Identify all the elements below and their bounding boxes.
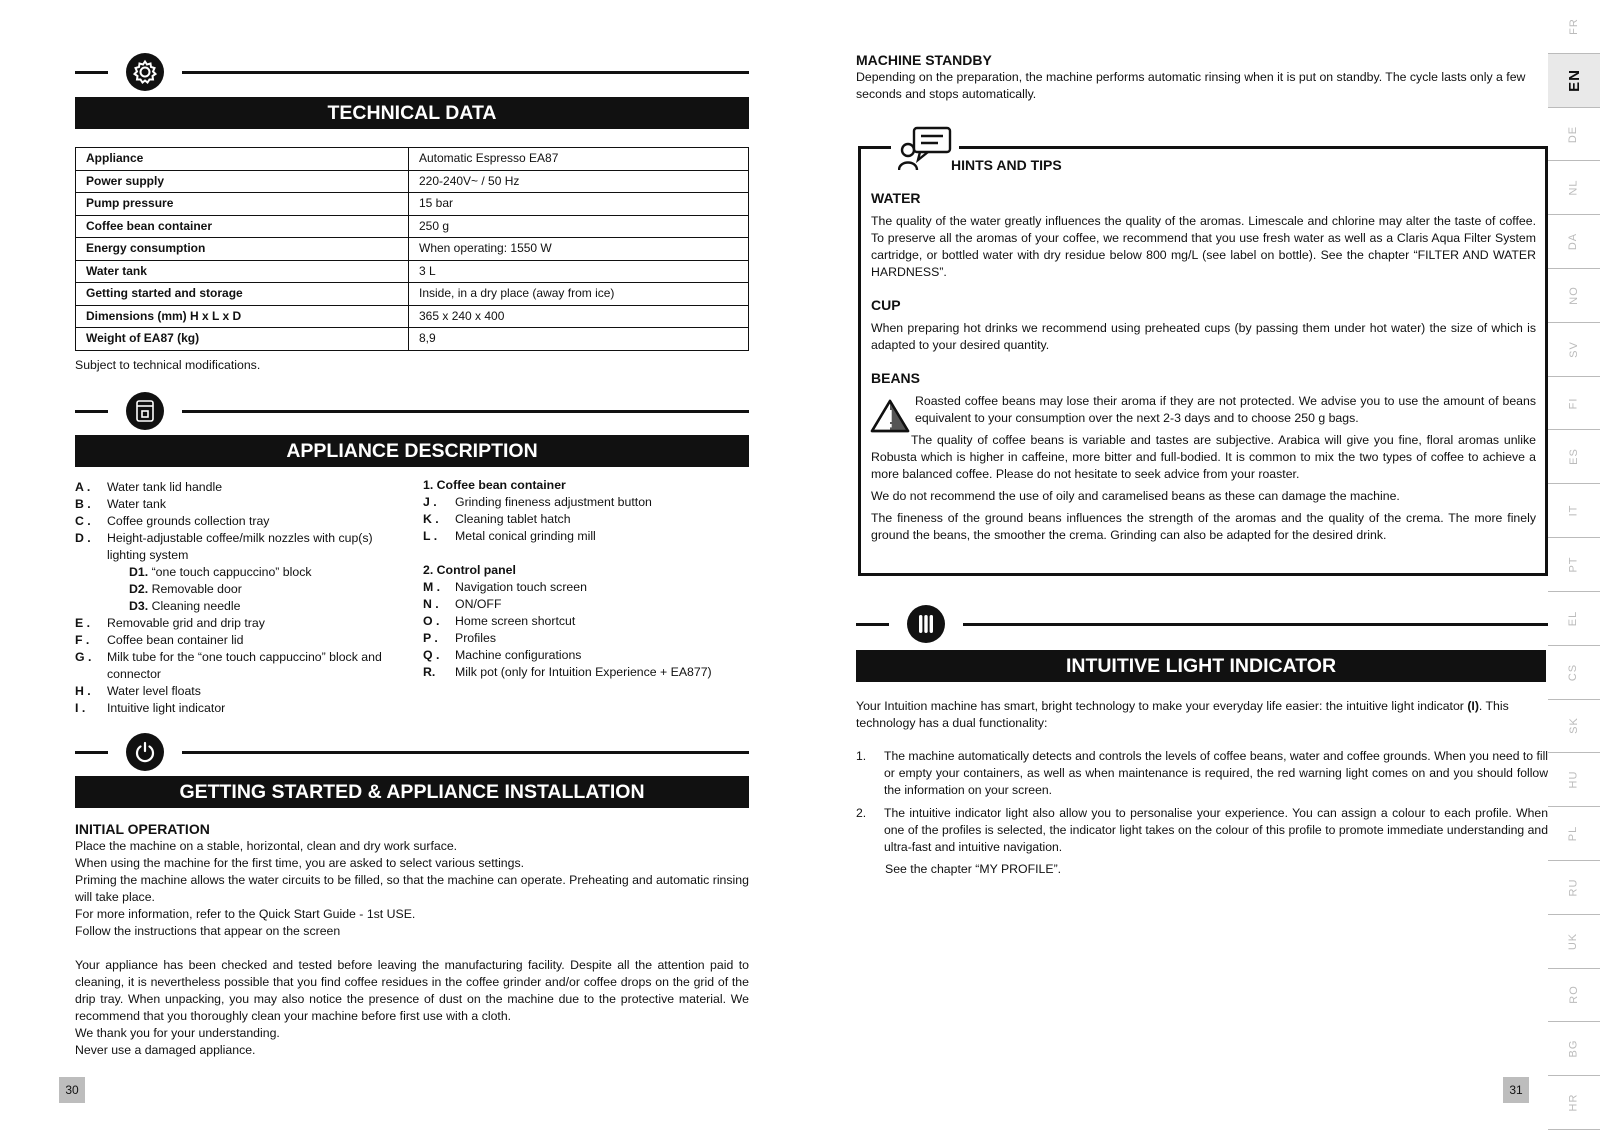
tab-el[interactable] [1548,592,1600,646]
item-text: Milk tube for the “one touch cappuccino” block and connector [107,650,382,681]
spec-value: When operating: 1550 W [409,238,749,261]
item-text: The intuitive indicator light also allow you to personalise your experience. You can assign a colour to each profile. When one of the profiles is selected, the indicator light takes on the colour of this profile to promote immediate understanding and ultra-fast and intuitive navigation. [884,806,1548,854]
item-text: Milk pot (only for Intuition Experience + EA877) [455,665,712,679]
instruction-line: Priming the machine allows the water circuits to be filled, so that the machine can operate. Preheating and automatic rinsing will take place. [75,873,749,904]
spec-value: 250 g [409,215,749,238]
table-row [76,305,749,328]
section-rule [963,623,1548,626]
item-text: Metal conical grinding mill [455,529,596,543]
appliance-parts-list-right [423,477,743,681]
tab-label: IT [1567,504,1580,517]
tab-es[interactable] [1548,430,1600,484]
instruction-line: When using the machine for the first time, you are asked to select various settings. [75,856,525,870]
item-text: Water tank lid handle [107,480,223,494]
item-letter: J . [423,495,437,509]
list-item [75,513,385,530]
section-rule [75,751,108,754]
tab-hu[interactable] [1548,753,1600,807]
tab-uk[interactable] [1548,915,1600,969]
tab-ro[interactable] [1548,969,1600,1023]
item-text: ON/OFF [455,597,502,611]
list-item [75,649,385,683]
spec-label: Pump pressure [76,193,409,216]
tab-label: DE [1567,125,1580,143]
table-row [76,328,749,351]
tab-no[interactable] [1548,269,1600,323]
tab-label: NO [1567,286,1580,305]
tab-sk[interactable] [1548,700,1600,754]
item-text: Coffee bean container lid [107,633,244,647]
intuitive-light-title: INTUITIVE LIGHT INDICATOR [856,650,1546,682]
beans-quality-text: The quality of coffee beans is variable and tastes are subjective. Arabica will give you fine, floral aromas unlike Robusta which is higher in caffeine, more bitter and full-bodied. It is common to mix the two types of coffee to achieve a more balanced coffee. Please do not hesitate to seek advice from your roaster. [871,433,1536,481]
sub-item-text: Removable door [151,582,242,596]
tab-label: EN [1565,68,1583,92]
sub-list-item [75,598,385,615]
spec-label: Energy consumption [76,238,409,261]
item-letter: F . [75,633,90,647]
tab-bg[interactable] [1548,1022,1600,1076]
tab-cs[interactable] [1548,646,1600,700]
item-text: Height-adjustable coffee/milk nozzles with cup(s) lighting system [107,531,373,562]
item-letter: B . [75,497,91,511]
machine-standby-text: Depending on the preparation, the machine performs automatic rinsing when it is put on standby. The cycle lasts only a few seconds and stops automatically. [856,70,1526,101]
technical-data-title: TECHNICAL DATA [75,97,749,129]
item-text: Home screen shortcut [455,614,576,628]
item-letter: C . [75,514,91,528]
machine-standby-title: MACHINE STANDBY [856,52,992,68]
item-letter: E . [75,616,91,630]
beans-title: BEANS [871,370,921,386]
tab-fi[interactable] [1548,377,1600,431]
tab-label: DA [1567,232,1580,251]
sub-list-item [75,581,385,598]
spec-value: 3 L [409,260,749,283]
speech-bubble-person-icon [898,126,954,177]
technical-note: Subject to technical modifications. [75,358,261,372]
group-control-panel-title: 2. Control panel [423,563,516,577]
technical-data-table [75,147,749,351]
item-letter: D . [75,531,91,545]
spec-label: Coffee bean container [76,215,409,238]
tab-hr[interactable] [1548,1076,1600,1130]
tab-label: BG [1567,1039,1580,1058]
item-text: The machine automatically detects and controls the levels of coffee beans, water and coffee grounds. When you need to fill or empty your containers, as well as when maintenance is required, the red warning light comes on and you should follow the information on your screen. [884,749,1548,797]
item-text: Navigation touch screen [455,580,587,594]
tab-label: PT [1567,556,1580,573]
water-title: WATER [871,190,921,206]
tab-ru[interactable] [1548,861,1600,915]
item-letter: Q . [423,648,440,662]
unpacking-paragraph: Your appliance has been checked and tested before leaving the manufacturing facility. Despite all the attention paid to cleaning, it is nevertheless possible that you find coffee residues in the coffee grinder and/or coffee drops on the grid of the drip tray. When unpacking, you may also notice the presence of dust on the machine due to the protective material. We recommend that you thoroughly clean your machine before first use with a cloth. [75,958,749,1023]
spec-value: 15 bar [409,193,749,216]
item-letter: R. [423,665,436,679]
item-letter: N . [423,597,439,611]
sub-list-item [75,564,385,581]
sub-item-code: D3. [129,599,149,613]
tab-label: PL [1567,825,1580,842]
sub-item-code: D1. [129,565,149,579]
water-text: The quality of the water greatly influences the quality of the aromas. Limescale and chlorine may alter the taste of coffee. To preserve all the aromas of your coffee, we recommend that you use fresh water as well as a Claris Aqua Filter System cartridge, or bottled water with dry residue below 800 mg/L (see label on bottle). See the chapter “FILTER AND WATER HARDNESS”. [871,214,1536,279]
initial-operation-title: INITIAL OPERATION [75,821,210,837]
tab-label: UK [1567,932,1580,950]
see-my-profile-text: See the chapter “MY PROFILE”. [885,862,1062,876]
tab-label: RO [1567,985,1580,1005]
spec-label: Power supply [76,170,409,193]
list-item [423,494,743,511]
section-rule [182,71,749,74]
tab-label: EL [1567,610,1580,627]
section-rule [75,410,108,413]
table-row [76,215,749,238]
item-text: Water level floats [107,684,201,698]
table-row [76,283,749,306]
sub-item-text: “one touch cappuccino” block [151,565,312,579]
table-row [76,238,749,261]
tab-pt[interactable] [1548,538,1600,592]
tab-da[interactable] [1548,215,1600,269]
tab-sv[interactable] [1548,323,1600,377]
list-item [423,596,743,613]
beans-warning-text: Roasted coffee beans may lose their aroma if they are not protected. We advise you to use the amount of beans equivalent to your consumption over the next 2-3 days and to choose 250 g bags. [915,394,1536,425]
power-icon [126,733,164,771]
item-letter: O . [423,614,440,628]
item-number: 1. [856,749,867,763]
section-rule [182,410,749,413]
tab-label: RU [1567,878,1580,897]
spec-label: Weight of EA87 (kg) [76,328,409,351]
list-item [75,530,385,564]
spec-value: 365 x 240 x 400 [409,305,749,328]
spec-label: Getting started and storage [76,283,409,306]
spec-value: 8,9 [409,328,749,351]
list-item [75,615,385,632]
list-item [75,632,385,649]
tab-label: CS [1567,663,1580,681]
list-item [856,805,1548,856]
list-item [75,479,385,496]
table-row [76,148,749,171]
list-item [75,496,385,513]
appliance-description-title: APPLIANCE DESCRIPTION [75,435,749,467]
item-letter: L . [423,529,438,543]
table-row [76,260,749,283]
item-letter: A . [75,480,91,494]
section-rule [182,751,749,754]
tab-label: SK [1567,717,1580,735]
tab-label: HR [1567,1093,1580,1112]
item-number: 2. [856,806,867,820]
item-text: Grinding fineness adjustment button [455,495,652,509]
tab-label: ES [1567,448,1580,466]
tab-label: NL [1567,179,1580,196]
appliance-parts-list-left [75,479,385,717]
light-indicator-icon [907,605,945,643]
tab-pl[interactable] [1548,807,1600,861]
getting-started-title: GETTING STARTED & APPLIANCE INSTALLATION [75,776,749,808]
tab-label: SV [1567,340,1580,358]
spec-value: Inside, in a dry place (away from ice) [409,283,749,306]
spec-label: Dimensions (mm) H x L x D [76,305,409,328]
list-item [423,647,743,664]
tab-label: FI [1567,397,1580,409]
list-item [423,630,743,647]
spec-label: Water tank [76,260,409,283]
item-letter: I . [75,701,86,715]
page-number-right: 31 [1503,1077,1529,1103]
thanks-text: We thank you for your understanding. [75,1026,280,1040]
gear-icon [126,53,164,91]
list-item [75,700,385,717]
item-text: Machine configurations [455,648,582,662]
instruction-line: For more information, refer to the Quick Start Guide - 1st USE. [75,907,416,921]
section-rule [856,623,889,626]
section-rule [75,71,108,74]
item-letter: G . [75,650,92,664]
item-letter: H . [75,684,91,698]
spec-value: Automatic Espresso EA87 [409,148,749,171]
sub-item-text: Cleaning needle [151,599,241,613]
item-text: Intuitive light indicator [107,701,226,715]
damaged-warning-text: Never use a damaged appliance. [75,1043,256,1057]
intuitive-intro: Your Intuition machine has smart, bright technology to make your everyday life easier: the intuitive light indicator (I). This technology has a dual functionality: [856,699,1509,730]
item-text: Coffee grounds collection tray [107,514,270,528]
hints-title: HINTS AND TIPS [951,157,1062,173]
page-number-left: 30 [59,1077,85,1103]
table-row [76,170,749,193]
item-text: Removable grid and drip tray [107,616,265,630]
list-item [423,511,743,528]
item-letter: P . [423,631,438,645]
list-item [75,683,385,700]
beans-oily-text: We do not recommend the use of oily and caramelised beans as these can damage the machine. [871,489,1400,503]
spec-value: 220-240V~ / 50 Hz [409,170,749,193]
cup-title: CUP [871,297,901,313]
list-item [423,579,743,596]
intuitive-functions-list [856,748,1548,862]
tab-nl[interactable] [1548,161,1600,215]
item-text: Cleaning tablet hatch [455,512,571,526]
sub-item-code: D2. [129,582,149,596]
list-item [423,528,743,545]
tab-label: HU [1567,770,1580,789]
item-text: Water tank [107,497,166,511]
tab-en[interactable] [1548,54,1600,108]
tab-label: FR [1567,18,1580,35]
tab-fr[interactable] [1548,0,1600,54]
group-coffee-bean-title: 1. Coffee bean container [423,478,566,492]
list-item [423,664,743,681]
tab-de[interactable] [1548,108,1600,162]
getting-started-text [75,838,749,1059]
coffee-machine-icon [126,392,164,430]
cup-text: When preparing hot drinks we recommend using preheated cups (by passing them under hot water) the size of which is adapted to your desired quantity. [871,321,1536,352]
list-item [423,613,743,630]
language-tabs [1548,0,1600,1130]
item-letter: K . [423,512,439,526]
tab-it[interactable] [1548,484,1600,538]
table-row [76,193,749,216]
instruction-line: Place the machine on a stable, horizontal, clean and dry work surface. [75,839,458,853]
item-text: Profiles [455,631,497,645]
spec-label: Appliance [76,148,409,171]
beans-fineness-text: The fineness of the ground beans influences the strength of the aromas and the quality of the crema. The more finely ground the beans, the smoother the crema. Grinding can also be adapted for the desired drink. [871,511,1536,542]
list-item [856,748,1548,799]
item-letter: M . [423,580,441,594]
instruction-line: Follow the instructions that appear on the screen [75,924,341,938]
